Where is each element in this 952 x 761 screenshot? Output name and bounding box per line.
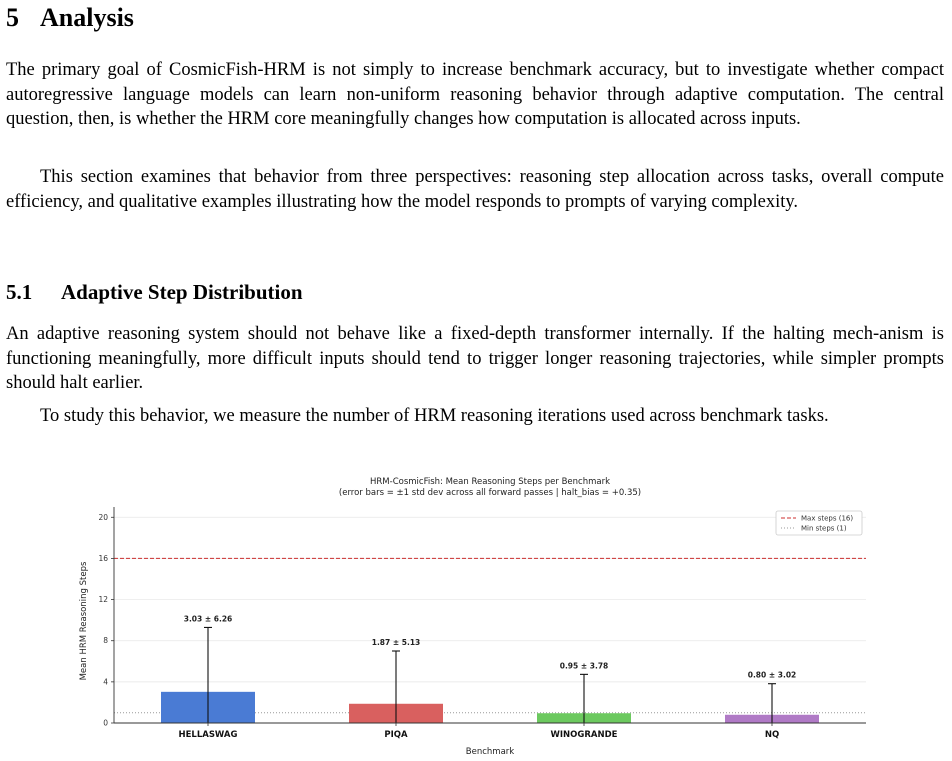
y-tick-label: 16 [98,553,108,563]
x-axis-label: Benchmark [465,747,515,757]
subsection-heading [6,280,303,305]
section-title: Analysis [40,3,134,32]
y-tick-label: 4 [103,677,108,687]
data-label: 0.95 ± 3.78 [559,661,609,671]
section-heading [6,3,134,33]
subsection-number: 5.1 [6,280,33,304]
data-label: 1.87 ± 5.13 [371,638,421,647]
paragraph-4: To study this behavior, we measure the number of HRM reasoning iterations used across benchmark tasks. [40,406,829,426]
x-tick-label: WINOGRANDE [550,730,618,740]
section-number: 5 [6,3,19,32]
paragraph-3: An adaptive reasoning system should not behave like a fixed-depth transformer internally. If the halting mech-anism is functioning meaningfully, more difficult inputs should tend to trigger longer reasoning trajectories, while simpler prompts should halt earlier. [6,324,944,394]
subsection-title: Adaptive Step Distribution [61,280,303,304]
x-tick-label: PIQA [384,730,408,740]
y-tick-label: 20 [98,512,108,522]
paragraph-1: The primary goal of CosmicFish-HRM is not simply to increase benchmark accuracy, but to investigate whether compact autoregressive language models can learn non-uniform reasoning behavior through adaptive computation. The central question, then, is whether the HRM core meaningfully changes how computation is allocated across inputs. [6,60,944,130]
chart-legend [776,511,862,535]
y-tick-label: 12 [98,595,108,605]
chart-title: HRM-CosmicFish: Mean Reasoning Steps per Benchmark [370,477,610,487]
x-tick-label: NQ [764,730,780,740]
chart-subtitle: (error bars = ±1 std dev across all forward passes | halt_bias = +0.35) [338,488,642,498]
data-label: 0.80 ± 3.02 [747,670,797,680]
plot-area [98,507,866,740]
legend-min-label: Min steps (1) [801,524,847,533]
y-tick-label: 8 [103,636,108,646]
paragraph-2: This section examines that behavior from three perspectives: reasoning step allocation across tasks, overall compute efficiency, and qualitative examples illustrating how the model responds to prompts of varying complexity. [6,167,944,212]
legend-max-label: Max steps (16) [801,514,854,523]
y-tick-label: 0 [103,718,108,728]
data-label: 3.03 ± 6.26 [183,614,233,624]
y-axis-label: Mean HRM Reasoning Steps [79,561,89,681]
x-tick-label: HELLASWAG [178,730,238,740]
reasoning-steps-bar-chart [60,470,890,760]
